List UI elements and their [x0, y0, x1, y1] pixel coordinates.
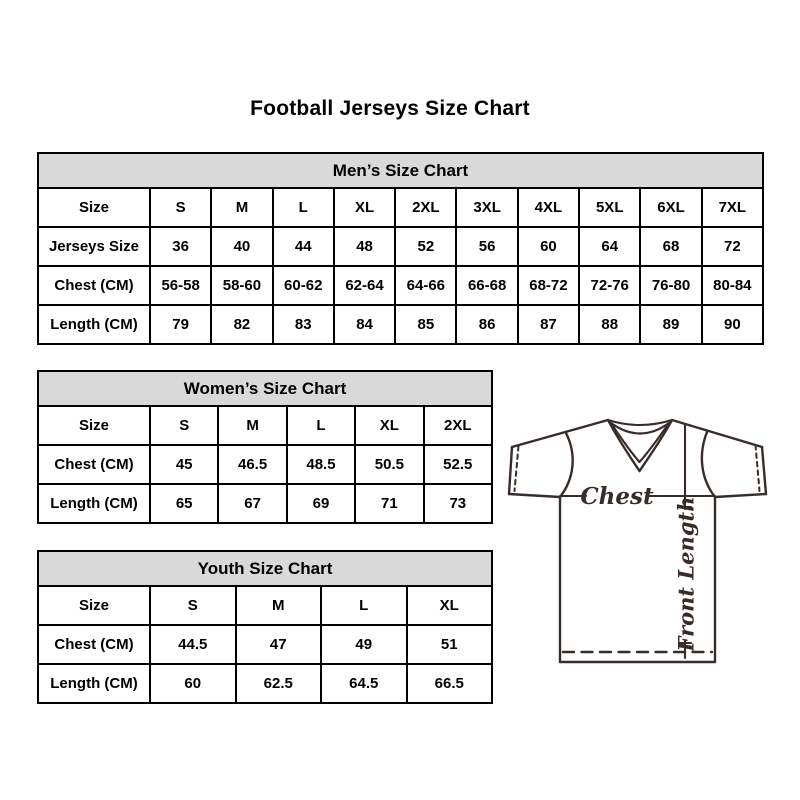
left-sleeve-cuff-edge: [509, 447, 512, 494]
table-row: [38, 586, 492, 625]
cell: XL: [407, 586, 493, 625]
cell: 44.5: [150, 625, 236, 664]
cell: S: [150, 586, 236, 625]
cell: 90: [702, 305, 763, 344]
left-sleeve-bottom-edge: [509, 494, 560, 497]
table-title-row: [38, 371, 492, 406]
men-size-table: [37, 152, 764, 345]
cell: 73: [424, 484, 492, 523]
cell: 48: [334, 227, 395, 266]
cell: 46.5: [218, 445, 286, 484]
left-armhole-curve: [560, 433, 573, 497]
right-cuff-stitch-dashes: [756, 445, 760, 491]
cell: 87: [518, 305, 579, 344]
row-label: Jerseys Size: [38, 227, 150, 266]
chest-measure-label: Chest: [580, 483, 654, 510]
cell: M: [236, 586, 322, 625]
cell: 64-66: [395, 266, 456, 305]
cell: 60: [518, 227, 579, 266]
cell: 60-62: [273, 266, 334, 305]
cell: 65: [150, 484, 218, 523]
cell: 64: [579, 227, 640, 266]
jersey-outline-icon: [509, 420, 766, 662]
row-label: Length (CM): [38, 305, 150, 344]
cell: 3XL: [456, 188, 517, 227]
table-row: [38, 625, 492, 664]
vneck-outer-left: [608, 420, 640, 471]
cell: 47: [236, 625, 322, 664]
left-cuff-stitch-dashes: [515, 446, 519, 491]
cell: 88: [579, 305, 640, 344]
cell: 50.5: [355, 445, 423, 484]
cell: S: [150, 406, 218, 445]
table-title-row: [38, 551, 492, 586]
youth-size-table: [37, 550, 493, 704]
cell: XL: [334, 188, 395, 227]
cell: 89: [640, 305, 701, 344]
cell: L: [287, 406, 355, 445]
table-row: [38, 227, 763, 266]
cell: 56: [456, 227, 517, 266]
cell: 67: [218, 484, 286, 523]
row-label: Size: [38, 406, 150, 445]
cell: 62.5: [236, 664, 322, 703]
cell: 56-58: [150, 266, 211, 305]
cell: 68-72: [518, 266, 579, 305]
cell: M: [211, 188, 272, 227]
table-row: [38, 305, 763, 344]
table-row: [38, 406, 492, 445]
table-row: [38, 445, 492, 484]
row-label: Length (CM): [38, 484, 150, 523]
cell: 66.5: [407, 664, 493, 703]
row-label: Chest (CM): [38, 445, 150, 484]
right-sleeve-bottom-edge: [715, 494, 766, 497]
row-label: Size: [38, 586, 150, 625]
cell: 36: [150, 227, 211, 266]
cell: 49: [321, 625, 407, 664]
cell: 52: [395, 227, 456, 266]
cell: 83: [273, 305, 334, 344]
women-size-table: [37, 370, 493, 524]
row-label: Chest (CM): [38, 266, 150, 305]
table-row: [38, 664, 492, 703]
cell: 48.5: [287, 445, 355, 484]
cell: 71: [355, 484, 423, 523]
cell: 82: [211, 305, 272, 344]
cell: 4XL: [518, 188, 579, 227]
cell: 79: [150, 305, 211, 344]
cell: 76-80: [640, 266, 701, 305]
table-row: [38, 266, 763, 305]
cell: 60: [150, 664, 236, 703]
table-title-row: [38, 153, 763, 188]
cell: 62-64: [334, 266, 395, 305]
cell: 64.5: [321, 664, 407, 703]
right-armhole-curve: [702, 432, 715, 497]
cell: L: [273, 188, 334, 227]
vneck-inner-right: [640, 423, 670, 462]
cell: 72-76: [579, 266, 640, 305]
vneck-outer-right: [640, 420, 673, 471]
men-table-title: Men’s Size Chart: [38, 153, 763, 188]
table-row: [38, 484, 492, 523]
page-title: Football Jerseys Size Chart: [250, 97, 530, 120]
left-shoulder-line: [512, 420, 608, 447]
front-length-measure-label: Front Length: [673, 496, 699, 652]
cell: 58-60: [211, 266, 272, 305]
cell: 7XL: [702, 188, 763, 227]
collar-top-arc: [608, 420, 672, 425]
row-label: Chest (CM): [38, 625, 150, 664]
cell: 40: [211, 227, 272, 266]
cell: M: [218, 406, 286, 445]
cell: XL: [355, 406, 423, 445]
youth-table-title: Youth Size Chart: [38, 551, 492, 586]
right-sleeve-cuff-edge: [762, 447, 766, 494]
cell: 51: [407, 625, 493, 664]
cell: 5XL: [579, 188, 640, 227]
women-table-title: Women’s Size Chart: [38, 371, 492, 406]
cell: 84: [334, 305, 395, 344]
cell: 45: [150, 445, 218, 484]
cell: 86: [456, 305, 517, 344]
vneck-inner-left: [611, 423, 640, 462]
cell: 85: [395, 305, 456, 344]
cell: 69: [287, 484, 355, 523]
row-label: Length (CM): [38, 664, 150, 703]
cell: 68: [640, 227, 701, 266]
cell: S: [150, 188, 211, 227]
cell: 2XL: [395, 188, 456, 227]
cell: 66-68: [456, 266, 517, 305]
cell: 72: [702, 227, 763, 266]
cell: 52.5: [424, 445, 492, 484]
cell: 2XL: [424, 406, 492, 445]
row-label: Size: [38, 188, 150, 227]
cell: 6XL: [640, 188, 701, 227]
cell: 44: [273, 227, 334, 266]
cell: L: [321, 586, 407, 625]
table-row: [38, 188, 763, 227]
jersey-measurement-diagram: [500, 396, 775, 671]
cell: 80-84: [702, 266, 763, 305]
